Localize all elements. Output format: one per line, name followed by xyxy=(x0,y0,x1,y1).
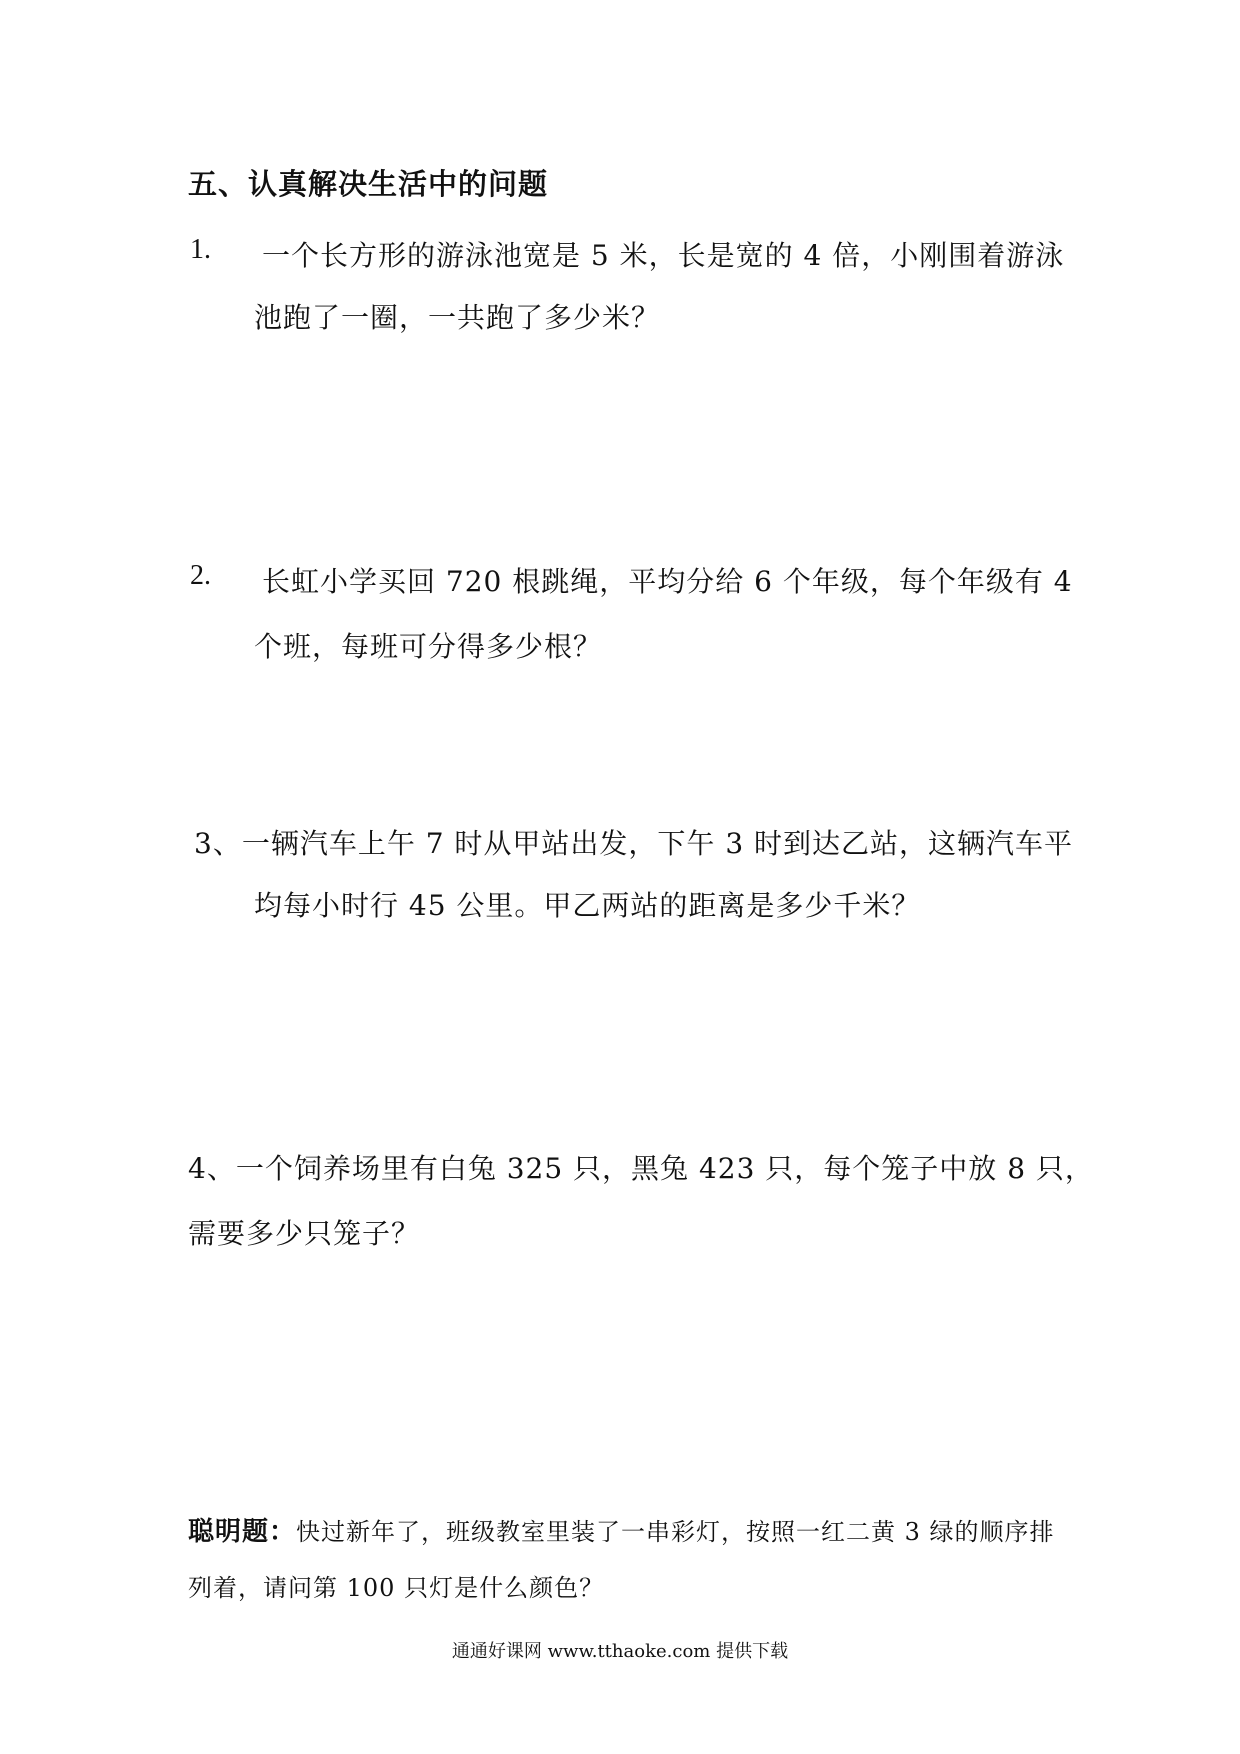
question-4-line-2: 需要多少只笼子？ xyxy=(188,1217,421,1250)
question-1-number: 1. xyxy=(190,234,211,265)
question-1-line-2: 池跑了一圈，一共跑了多少米？ xyxy=(254,301,661,334)
bonus-label: 聪明题： xyxy=(188,1517,297,1547)
bonus-question-line-2: 列着，请问第 100 只灯是什么颜色？ xyxy=(188,1574,605,1602)
question-1-line-1: 一个长方形的游泳池宽是 5 米，长是宽的 4 倍，小刚围着游泳 xyxy=(262,239,1065,272)
bonus-text-1: 快过新年了，班级教室里装了一串彩灯，按照一红二黄 3 绿的顺序排 xyxy=(296,1518,1055,1546)
question-4-line-1: 4、一个饲养场里有白兔 325 只，黑兔 423 只，每个笼子中放 8 只， xyxy=(188,1152,1094,1185)
question-2-line-2: 个班，每班可分得多少根？ xyxy=(254,630,603,663)
question-3-line-1: 3、一辆汽车上午 7 时从甲站出发，下午 3 时到达乙站，这辆汽车平 xyxy=(194,827,1074,860)
question-3-line-2: 均每小时行 45 公里。甲乙两站的距离是多少千米？ xyxy=(254,889,921,922)
bonus-question-line-1 xyxy=(188,1511,1055,1548)
question-2-line-1: 长虹小学买回 720 根跳绳，平均分给 6 个年级，每个年级有 4 xyxy=(262,565,1073,598)
question-2-number: 2. xyxy=(190,560,211,591)
section-title: 五、认真解决生活中的问题 xyxy=(188,167,549,201)
footer-credit: 通通好课网 www.tthaoke.com 提供下载 xyxy=(451,1641,789,1662)
